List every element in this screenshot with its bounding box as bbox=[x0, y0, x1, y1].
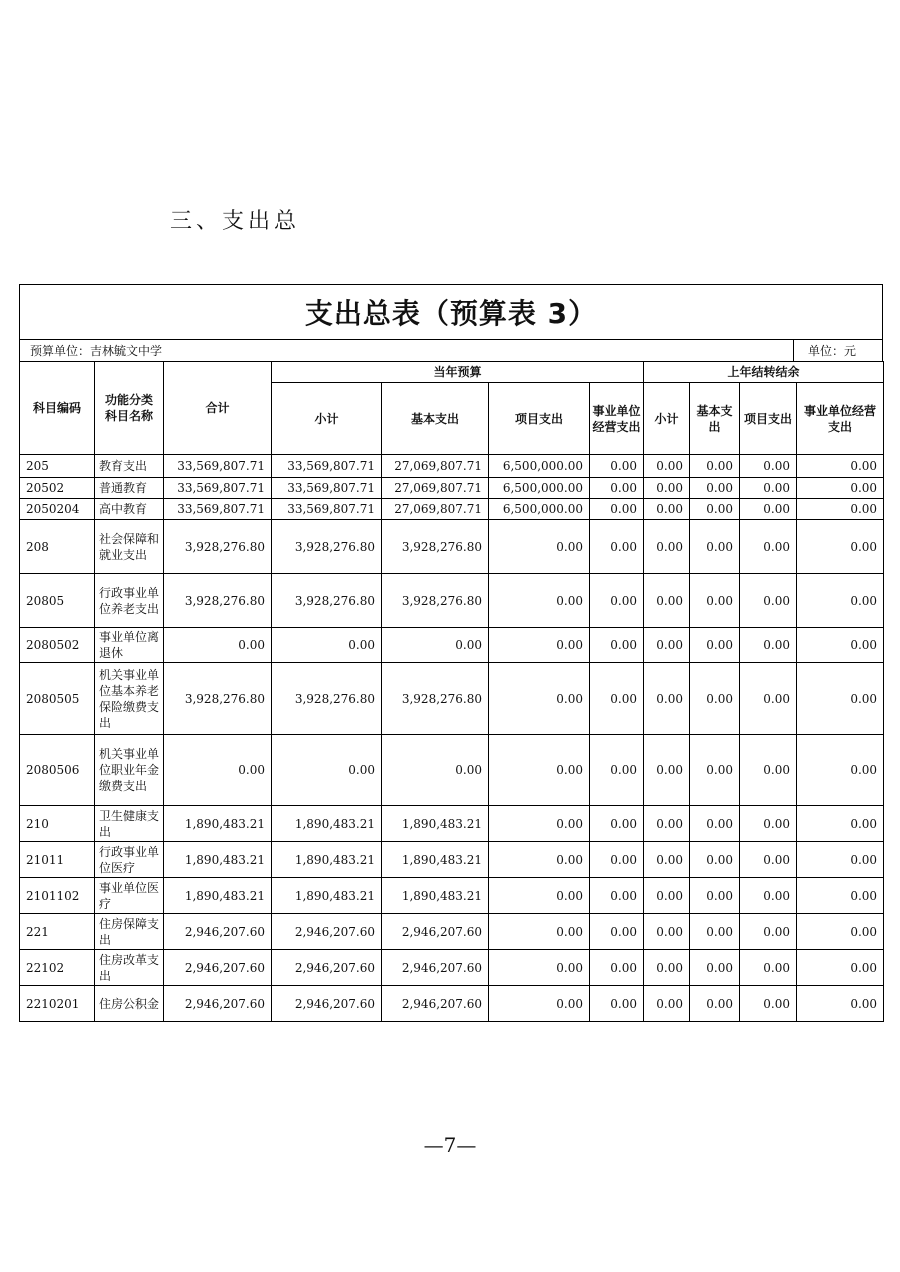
table-row bbox=[20, 455, 884, 478]
cell-py-basic: 0.00 bbox=[690, 842, 740, 878]
expenditure-summary-table-wrapper bbox=[19, 284, 883, 1022]
cell-py-subtotal: 0.00 bbox=[644, 806, 690, 842]
cell-cy-basic: 3,928,276.80 bbox=[382, 520, 489, 574]
table-row bbox=[20, 806, 884, 842]
cell-cy-basic: 1,890,483.21 bbox=[382, 878, 489, 914]
cell-cy-basic: 2,946,207.60 bbox=[382, 986, 489, 1022]
cell-total: 33,569,807.71 bbox=[164, 455, 272, 478]
cell-py-basic: 0.00 bbox=[690, 663, 740, 735]
cell-total: 1,890,483.21 bbox=[164, 842, 272, 878]
cell-cy-project: 0.00 bbox=[489, 950, 590, 986]
cell-py-project: 0.00 bbox=[740, 455, 797, 478]
cell-total: 0.00 bbox=[164, 628, 272, 663]
cell-code: 208 bbox=[20, 520, 95, 574]
table-row bbox=[20, 914, 884, 950]
cell-name: 住房保障支出 bbox=[95, 914, 164, 950]
cell-cy-subtotal: 0.00 bbox=[272, 628, 382, 663]
cell-cy-subtotal: 1,890,483.21 bbox=[272, 806, 382, 842]
cell-cy-subtotal: 2,946,207.60 bbox=[272, 914, 382, 950]
cell-total: 33,569,807.71 bbox=[164, 499, 272, 520]
table-row bbox=[20, 628, 884, 663]
cell-cy-basic: 27,069,807.71 bbox=[382, 499, 489, 520]
cell-py-project: 0.00 bbox=[740, 950, 797, 986]
cell-total: 3,928,276.80 bbox=[164, 663, 272, 735]
cell-cy-business: 0.00 bbox=[590, 628, 644, 663]
cell-py-subtotal: 0.00 bbox=[644, 455, 690, 478]
cell-cy-business: 0.00 bbox=[590, 478, 644, 499]
cell-cy-project: 0.00 bbox=[489, 806, 590, 842]
cell-py-basic: 0.00 bbox=[690, 628, 740, 663]
cell-cy-business: 0.00 bbox=[590, 878, 644, 914]
cell-py-business: 0.00 bbox=[797, 842, 884, 878]
cell-cy-subtotal: 0.00 bbox=[272, 735, 382, 806]
cell-py-basic: 0.00 bbox=[690, 478, 740, 499]
cell-code: 2210201 bbox=[20, 986, 95, 1022]
cell-cy-basic: 2,946,207.60 bbox=[382, 914, 489, 950]
cell-total: 0.00 bbox=[164, 735, 272, 806]
cell-cy-project: 6,500,000.00 bbox=[489, 478, 590, 499]
cell-py-project: 0.00 bbox=[740, 499, 797, 520]
cell-total: 2,946,207.60 bbox=[164, 950, 272, 986]
cell-name: 高中教育 bbox=[95, 499, 164, 520]
table-row bbox=[20, 478, 884, 499]
cell-cy-subtotal: 1,890,483.21 bbox=[272, 878, 382, 914]
header-prev-year: 上年结转结余 bbox=[644, 362, 884, 383]
cell-py-business: 0.00 bbox=[797, 735, 884, 806]
cell-total: 1,890,483.21 bbox=[164, 806, 272, 842]
cell-py-project: 0.00 bbox=[740, 574, 797, 628]
cell-py-subtotal: 0.00 bbox=[644, 499, 690, 520]
header-cy-subtotal: 小计 bbox=[272, 383, 382, 455]
cell-cy-project: 0.00 bbox=[489, 574, 590, 628]
cell-cy-subtotal: 3,928,276.80 bbox=[272, 574, 382, 628]
cell-py-subtotal: 0.00 bbox=[644, 520, 690, 574]
cell-py-project: 0.00 bbox=[740, 986, 797, 1022]
cell-name: 行政事业单位养老支出 bbox=[95, 574, 164, 628]
cell-cy-basic: 0.00 bbox=[382, 735, 489, 806]
header-row-1 bbox=[20, 362, 884, 383]
header-cy-basic: 基本支出 bbox=[382, 383, 489, 455]
cell-py-business: 0.00 bbox=[797, 878, 884, 914]
cell-cy-business: 0.00 bbox=[590, 806, 644, 842]
cell-name: 机关事业单位基本养老保险缴费支出 bbox=[95, 663, 164, 735]
cell-py-business: 0.00 bbox=[797, 986, 884, 1022]
cell-code: 205 bbox=[20, 455, 95, 478]
cell-cy-basic: 27,069,807.71 bbox=[382, 478, 489, 499]
cell-py-project: 0.00 bbox=[740, 878, 797, 914]
cell-cy-project: 0.00 bbox=[489, 663, 590, 735]
cell-py-subtotal: 0.00 bbox=[644, 842, 690, 878]
header-py-basic: 基本支出 bbox=[690, 383, 740, 455]
cell-cy-basic: 27,069,807.71 bbox=[382, 455, 489, 478]
cell-cy-subtotal: 3,928,276.80 bbox=[272, 520, 382, 574]
header-py-subtotal: 小计 bbox=[644, 383, 690, 455]
cell-py-subtotal: 0.00 bbox=[644, 478, 690, 499]
cell-name: 教育支出 bbox=[95, 455, 164, 478]
header-cy-project: 项目支出 bbox=[489, 383, 590, 455]
cell-cy-project: 0.00 bbox=[489, 735, 590, 806]
cell-py-basic: 0.00 bbox=[690, 806, 740, 842]
cell-py-subtotal: 0.00 bbox=[644, 914, 690, 950]
cell-py-basic: 0.00 bbox=[690, 520, 740, 574]
cell-cy-project: 6,500,000.00 bbox=[489, 455, 590, 478]
cell-code: 221 bbox=[20, 914, 95, 950]
cell-code: 22102 bbox=[20, 950, 95, 986]
cell-py-project: 0.00 bbox=[740, 520, 797, 574]
cell-cy-project: 0.00 bbox=[489, 878, 590, 914]
cell-total: 1,890,483.21 bbox=[164, 878, 272, 914]
table-row bbox=[20, 735, 884, 806]
cell-code: 2101102 bbox=[20, 878, 95, 914]
cell-cy-business: 0.00 bbox=[590, 914, 644, 950]
cell-total: 2,946,207.60 bbox=[164, 914, 272, 950]
expenditure-table bbox=[19, 361, 884, 1022]
section-heading: 三、支出总 bbox=[170, 209, 301, 234]
cell-total: 2,946,207.60 bbox=[164, 986, 272, 1022]
cell-cy-subtotal: 33,569,807.71 bbox=[272, 499, 382, 520]
header-code: 科目编码 bbox=[20, 362, 95, 455]
table-row bbox=[20, 520, 884, 574]
cell-code: 21011 bbox=[20, 842, 95, 878]
cell-py-subtotal: 0.00 bbox=[644, 986, 690, 1022]
table-row bbox=[20, 574, 884, 628]
cell-py-business: 0.00 bbox=[797, 499, 884, 520]
cell-py-basic: 0.00 bbox=[690, 455, 740, 478]
cell-name: 卫生健康支出 bbox=[95, 806, 164, 842]
header-cy-business: 事业单位经营支出 bbox=[590, 383, 644, 455]
cell-py-business: 0.00 bbox=[797, 628, 884, 663]
cell-code: 2080502 bbox=[20, 628, 95, 663]
cell-name: 住房公积金 bbox=[95, 986, 164, 1022]
cell-py-project: 0.00 bbox=[740, 478, 797, 499]
cell-py-business: 0.00 bbox=[797, 806, 884, 842]
cell-py-subtotal: 0.00 bbox=[644, 628, 690, 663]
header-current-year: 当年预算 bbox=[272, 362, 644, 383]
cell-cy-project: 0.00 bbox=[489, 520, 590, 574]
header-py-project: 项目支出 bbox=[740, 383, 797, 455]
header-name: 功能分类科目名称 bbox=[95, 362, 164, 455]
cell-cy-basic: 2,946,207.60 bbox=[382, 950, 489, 986]
header-py-business: 事业单位经营支出 bbox=[797, 383, 884, 455]
cell-py-subtotal: 0.00 bbox=[644, 735, 690, 806]
cell-cy-basic: 1,890,483.21 bbox=[382, 842, 489, 878]
cell-py-business: 0.00 bbox=[797, 950, 884, 986]
cell-py-basic: 0.00 bbox=[690, 574, 740, 628]
cell-py-basic: 0.00 bbox=[690, 735, 740, 806]
cell-cy-basic: 1,890,483.21 bbox=[382, 806, 489, 842]
cell-cy-subtotal: 3,928,276.80 bbox=[272, 663, 382, 735]
cell-cy-business: 0.00 bbox=[590, 499, 644, 520]
cell-py-business: 0.00 bbox=[797, 663, 884, 735]
cell-py-project: 0.00 bbox=[740, 914, 797, 950]
cell-cy-business: 0.00 bbox=[590, 735, 644, 806]
cell-cy-project: 6,500,000.00 bbox=[489, 499, 590, 520]
cell-py-project: 0.00 bbox=[740, 842, 797, 878]
cell-py-project: 0.00 bbox=[740, 628, 797, 663]
cell-cy-subtotal: 33,569,807.71 bbox=[272, 478, 382, 499]
table-row bbox=[20, 986, 884, 1022]
cell-name: 普通教育 bbox=[95, 478, 164, 499]
table-row bbox=[20, 663, 884, 735]
cell-py-project: 0.00 bbox=[740, 806, 797, 842]
cell-py-business: 0.00 bbox=[797, 478, 884, 499]
cell-cy-project: 0.00 bbox=[489, 914, 590, 950]
cell-cy-basic: 3,928,276.80 bbox=[382, 574, 489, 628]
cell-cy-subtotal: 2,946,207.60 bbox=[272, 986, 382, 1022]
cell-py-subtotal: 0.00 bbox=[644, 663, 690, 735]
cell-cy-business: 0.00 bbox=[590, 520, 644, 574]
cell-code: 20805 bbox=[20, 574, 95, 628]
header-total: 合计 bbox=[164, 362, 272, 455]
cell-py-basic: 0.00 bbox=[690, 878, 740, 914]
cell-code: 2050204 bbox=[20, 499, 95, 520]
cell-name: 行政事业单位医疗 bbox=[95, 842, 164, 878]
cell-cy-basic: 0.00 bbox=[382, 628, 489, 663]
cell-code: 2080505 bbox=[20, 663, 95, 735]
cell-cy-project: 0.00 bbox=[489, 842, 590, 878]
cell-name: 事业单位离退休 bbox=[95, 628, 164, 663]
table-row bbox=[20, 499, 884, 520]
cell-cy-business: 0.00 bbox=[590, 455, 644, 478]
cell-cy-business: 0.00 bbox=[590, 663, 644, 735]
budget-unit-label: 预算单位：吉林毓文中学 bbox=[30, 344, 163, 358]
cell-py-business: 0.00 bbox=[797, 520, 884, 574]
cell-name: 社会保障和就业支出 bbox=[95, 520, 164, 574]
cell-cy-business: 0.00 bbox=[590, 986, 644, 1022]
cell-py-project: 0.00 bbox=[740, 663, 797, 735]
cell-py-basic: 0.00 bbox=[690, 950, 740, 986]
cell-py-basic: 0.00 bbox=[690, 914, 740, 950]
cell-code: 2080506 bbox=[20, 735, 95, 806]
cell-py-basic: 0.00 bbox=[690, 986, 740, 1022]
cell-name: 事业单位医疗 bbox=[95, 878, 164, 914]
cell-cy-project: 0.00 bbox=[489, 986, 590, 1022]
cell-cy-subtotal: 2,946,207.60 bbox=[272, 950, 382, 986]
cell-cy-subtotal: 33,569,807.71 bbox=[272, 455, 382, 478]
cell-py-business: 0.00 bbox=[797, 914, 884, 950]
cell-cy-business: 0.00 bbox=[590, 574, 644, 628]
cell-name: 机关事业单位职业年金缴费支出 bbox=[95, 735, 164, 806]
cell-py-subtotal: 0.00 bbox=[644, 950, 690, 986]
cell-cy-project: 0.00 bbox=[489, 628, 590, 663]
cell-py-basic: 0.00 bbox=[690, 499, 740, 520]
cell-cy-business: 0.00 bbox=[590, 950, 644, 986]
cell-cy-business: 0.00 bbox=[590, 842, 644, 878]
cell-cy-basic: 3,928,276.80 bbox=[382, 663, 489, 735]
table-body bbox=[20, 455, 884, 1022]
cell-code: 210 bbox=[20, 806, 95, 842]
meta-row bbox=[19, 339, 883, 361]
table-row bbox=[20, 878, 884, 914]
page-number: —7— bbox=[423, 1133, 477, 1157]
cell-py-subtotal: 0.00 bbox=[644, 574, 690, 628]
cell-py-project: 0.00 bbox=[740, 735, 797, 806]
cell-total: 3,928,276.80 bbox=[164, 520, 272, 574]
cell-py-subtotal: 0.00 bbox=[644, 878, 690, 914]
cell-py-business: 0.00 bbox=[797, 574, 884, 628]
table-row bbox=[20, 950, 884, 986]
cell-code: 20502 bbox=[20, 478, 95, 499]
cell-py-business: 0.00 bbox=[797, 455, 884, 478]
cell-total: 3,928,276.80 bbox=[164, 574, 272, 628]
table-title: 支出总表（预算表 3） bbox=[19, 284, 883, 339]
currency-unit-label: 单位：元 bbox=[793, 340, 874, 361]
table-row bbox=[20, 842, 884, 878]
cell-cy-subtotal: 1,890,483.21 bbox=[272, 842, 382, 878]
cell-name: 住房改革支出 bbox=[95, 950, 164, 986]
cell-total: 33,569,807.71 bbox=[164, 478, 272, 499]
